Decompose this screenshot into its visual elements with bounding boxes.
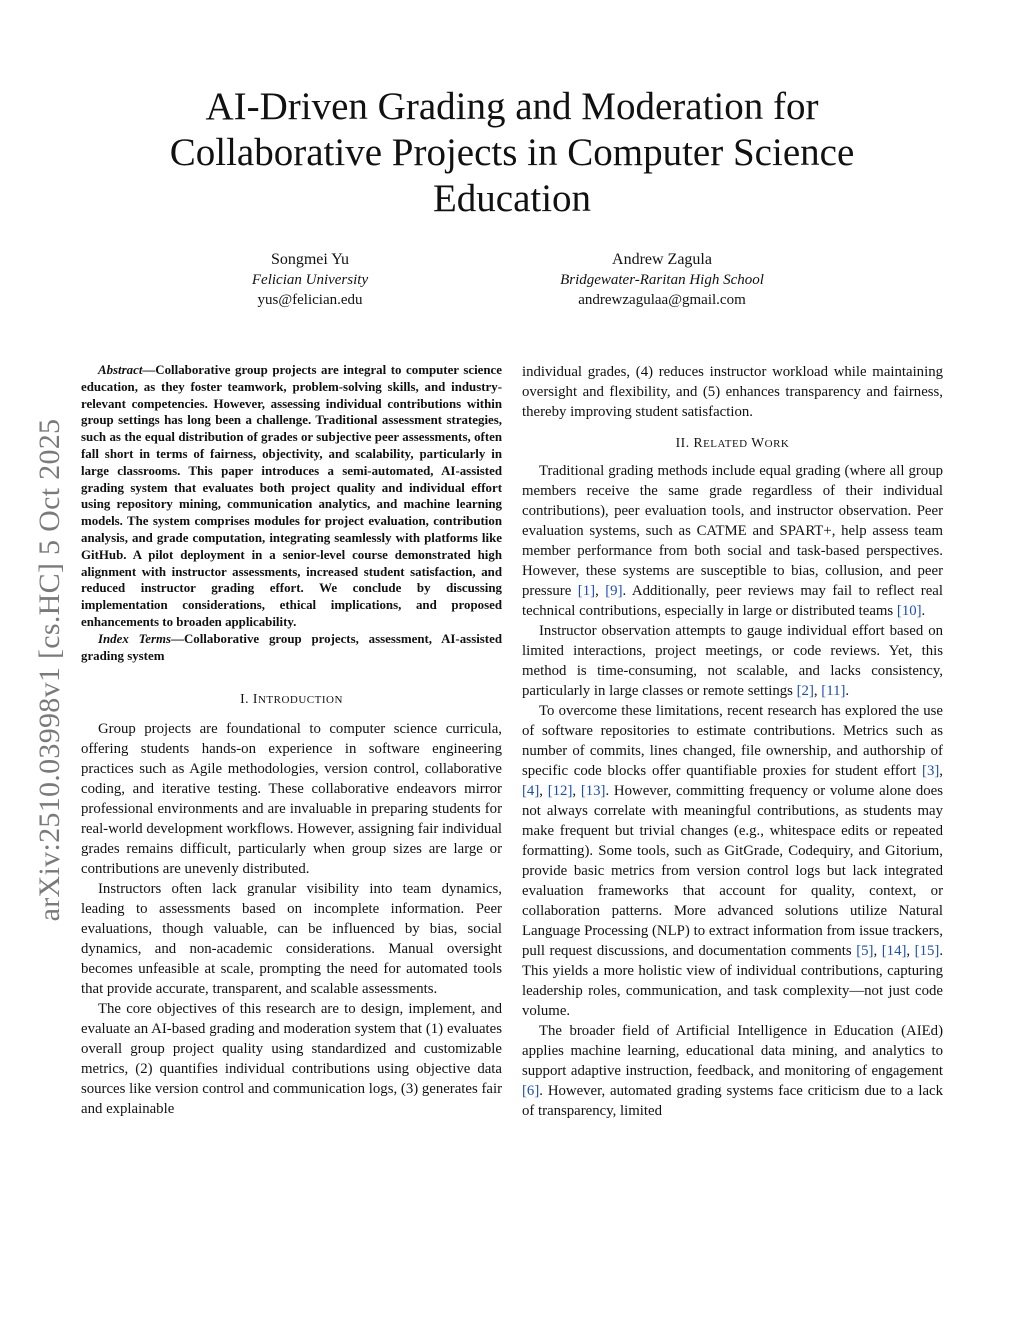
related-paragraph: Instructor observation attempts to gauge individual effort based on limited interactions, project meetings, or code reviews. Yet, this method is time-consuming, not scalable, and lacks consistency, particularly in large classes or remote settings [2], [11]. — [522, 623, 943, 699]
citation-link[interactable]: [13] — [580, 783, 606, 799]
abstract-dash: — — [142, 363, 156, 377]
citation-link[interactable]: [5] — [856, 943, 874, 959]
citation-link[interactable]: [14] — [881, 943, 907, 959]
author-affiliation: Bridgewater-Raritan High School — [560, 272, 764, 288]
index-terms-dash: — — [171, 631, 184, 646]
citation-link[interactable]: [9] — [605, 583, 623, 599]
related-paragraph: Traditional grading methods include equal grading (where all group members receive the same grade regardless of their individual contributions), peer evaluation tools, and instructor observation. Peer evaluation systems, such as CATME and SPART+, help assess team member performance from both social and task-based perspectives. However, these systems are susceptible to bias, collusion, and peer pressure [1], [9]. Additionally, peer reviews may fail to reflect real technical contributions, especially in large or distributed teams [10]. — [522, 463, 943, 619]
intro-paragraph: Group projects are foundational to computer science curricula, offering students hands-on experience in software engineering practices such as Agile methodologies, version control, collaborative coding, and iterative testing. These collaborative endeavors mirror professional environments and are invaluable in preparing students for real-world development workflows. However, assigning fair individual grades remains difficult, particularly when group sizes are large or contributions are unevenly distributed. — [81, 721, 503, 878]
index-terms-label: Index Terms — [98, 631, 172, 646]
continued-paragraph: individual grades, (4) reduces instructor workload while maintaining oversight and flexibility, and (5) enhances transparency and fairness, thereby improving student satisfaction. — [522, 364, 943, 420]
arxiv-identifier-text: arXiv:2510.03998v1 [cs.HC] 5 Oct 2025 — [33, 418, 66, 922]
left-column — [81, 362, 502, 1119]
author-block-2 — [502, 250, 822, 310]
intro-paragraph: The core objectives of this research are to design, implement, and evaluate an AI-based grading and moderation system that (1) evaluates overall group project quality using standardized and customizable metrics, (2) quantifies individual contributions using objective data sources like version control and communication logs, (3) generates fair and explainable — [81, 1001, 502, 1118]
citation-link[interactable]: [10] — [896, 603, 922, 619]
related-paragraph: To overcome these limitations, recent research has explored the use of software repositories to estimate contributions. Metrics such as number of commits, lines changed, file ownership, and authorship of specific code blocks offer quantifiable proxies for student effort [3], [4], [12], [13]. However, committing frequency or volume alone does not always correlate with meaningful contributions, as students may make frequent but trivial changes (e.g., whitespace edits or repeated formatting). Some tools, such as GitGrade, Codequiry, and Gitorium, provide basic metrics from version control logs but lack integrated evaluation frameworks that account for quality, context, or collaboration patterns. More advanced solutions utilize Natural Language Processing (NLP) to extract information from issue trackers, pull request discussions, and documentation comments [5], [14], [15]. This yields a more holistic view of individual contributions, capturing leadership roles, communication, and task complexity—not just code volume. — [522, 703, 944, 1019]
right-column — [522, 362, 943, 1121]
citation-link[interactable]: [3] — [922, 763, 940, 779]
author-name: Songmei Yu — [270, 251, 350, 268]
index-terms — [81, 631, 502, 665]
abstract — [81, 362, 502, 631]
related-paragraph: The broader field of Artificial Intelligence in Education (AIEd) applies machine learning, educational data mining, and analytics to support adaptive instruction, feedback, and monitoring of engagement [6]. However, automated grading systems face criticism due to a lack of transparency, limited — [522, 1023, 943, 1119]
intro-paragraph: Instructors often lack granular visibility into team dynamics, leading to assessments based on incomplete information. Peer evaluations, though valuable, can be influenced by bias, social dynamics, and non-academic considerations. Manual oversight becomes unfeasible at scale, prompting the need for automated tools that provide accurate, transparent, and scalable assessments. — [81, 881, 502, 998]
citation-link[interactable]: [1] — [577, 583, 596, 599]
author-block-1 — [150, 250, 470, 310]
abstract-text: Collaborative group projects are integral to computer science education, as they foster teamwork, problem-solving skills, and industry-relevant competencies. However, assessing individual contributions within group settings has long been a challenge. Traditional assessment strategies, such as the equal distribution of grades or subjective peer assessments, often fall short in terms of fairness, objectivity, and scalability, particularly in large classrooms. This paper introduces a semi-automated, AI-assisted grading system that evaluates both project quality and individual effort using repository mining, communication analytics, and machine learning models. The system comprises modules for project evaluation, contribution analysis, and grade computation, integrating seamlessly with platforms like GitHub. A pilot deployment in a senior-level course demonstrated high alignment with instructor assessments, increased student satisfaction, and reduced instructor grading effort. We conclude by discussing implementation considerations, ethical implications, and proposed enhancements to broaden applicability. — [81, 363, 502, 629]
abstract-label: Abstract — [98, 363, 143, 377]
section-heading-related-work: II. RELATED WORK — [675, 435, 790, 450]
citation-link[interactable]: [11] — [821, 683, 846, 699]
author-affiliation: Felician University — [251, 272, 369, 288]
author-email: yus@felician.edu — [257, 292, 363, 308]
paper-title: AI-Driven Grading and Moderation for Collaborative Projects in Computer Science Education — [169, 85, 855, 220]
section-heading-introduction: I. INTRODUCTION — [240, 691, 343, 707]
citation-link[interactable]: [15] — [914, 943, 940, 959]
citation-link[interactable]: [12] — [547, 783, 573, 799]
author-name: Andrew Zagula — [612, 251, 712, 268]
citation-link[interactable]: [4] — [522, 783, 540, 799]
author-email: andrewzagulaa@gmail.com — [578, 292, 746, 308]
citation-link[interactable]: [2] — [796, 683, 814, 699]
citation-link[interactable]: [6] — [522, 1083, 540, 1099]
arxiv-identifier — [20, 380, 80, 960]
index-terms-text: Collaborative group projects, assessment, AI-assisted grading system — [81, 631, 502, 663]
